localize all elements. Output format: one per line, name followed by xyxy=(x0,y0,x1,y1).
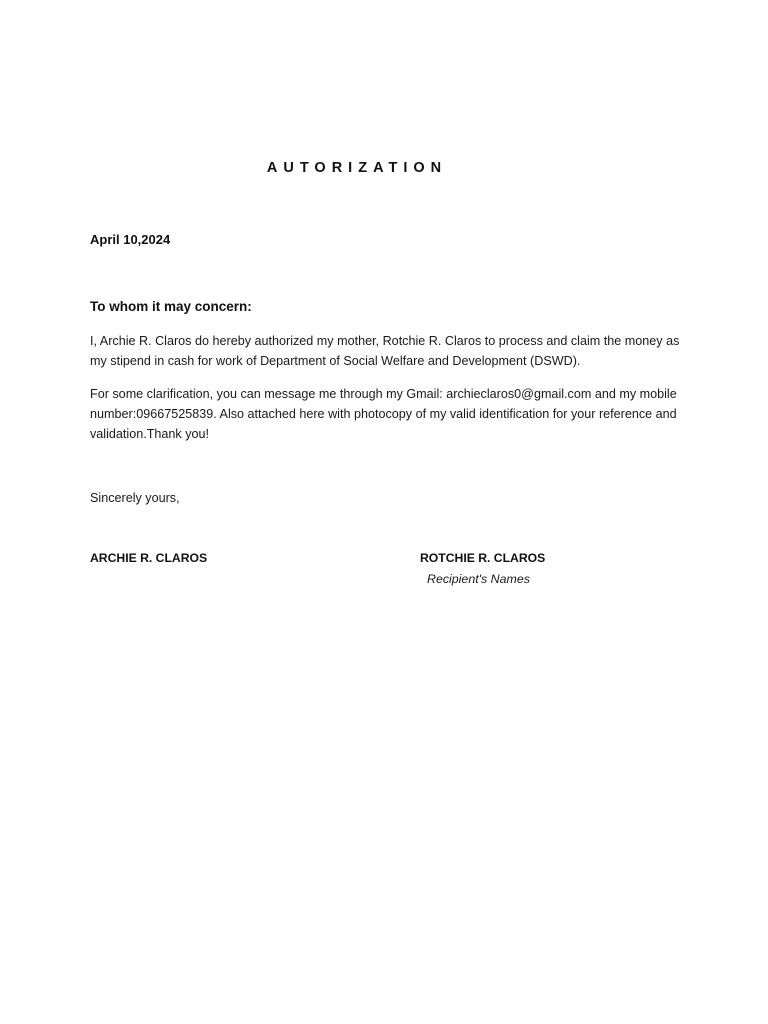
sender-name: ARCHIE R. CLAROS xyxy=(90,551,208,565)
document-title: AUTORIZATION xyxy=(266,160,448,176)
body-paragraph-contact: For some clarification, you can message me through my Gmail: archieclaros0@gmail.com and my mobile number:09667525839. Also attached here with photocopy of my valid identification for your reference and validation.Thank you! xyxy=(90,387,677,441)
body-paragraph-authorization: I, Archie R. Claros do hereby authorized my mother, Rotchie R. Claros to process and claim the money as my stipend in cash for work of Department of Social Welfare and Development (DSWD). xyxy=(90,334,680,368)
closing: Sincerely yours, xyxy=(90,491,180,505)
recipient-caption: Recipient's Names xyxy=(427,572,530,586)
letter-date: April 10,2024 xyxy=(90,232,171,247)
recipient-name: ROTCHIE R. CLAROS xyxy=(420,551,546,565)
salutation: To whom it may concern: xyxy=(90,299,252,314)
